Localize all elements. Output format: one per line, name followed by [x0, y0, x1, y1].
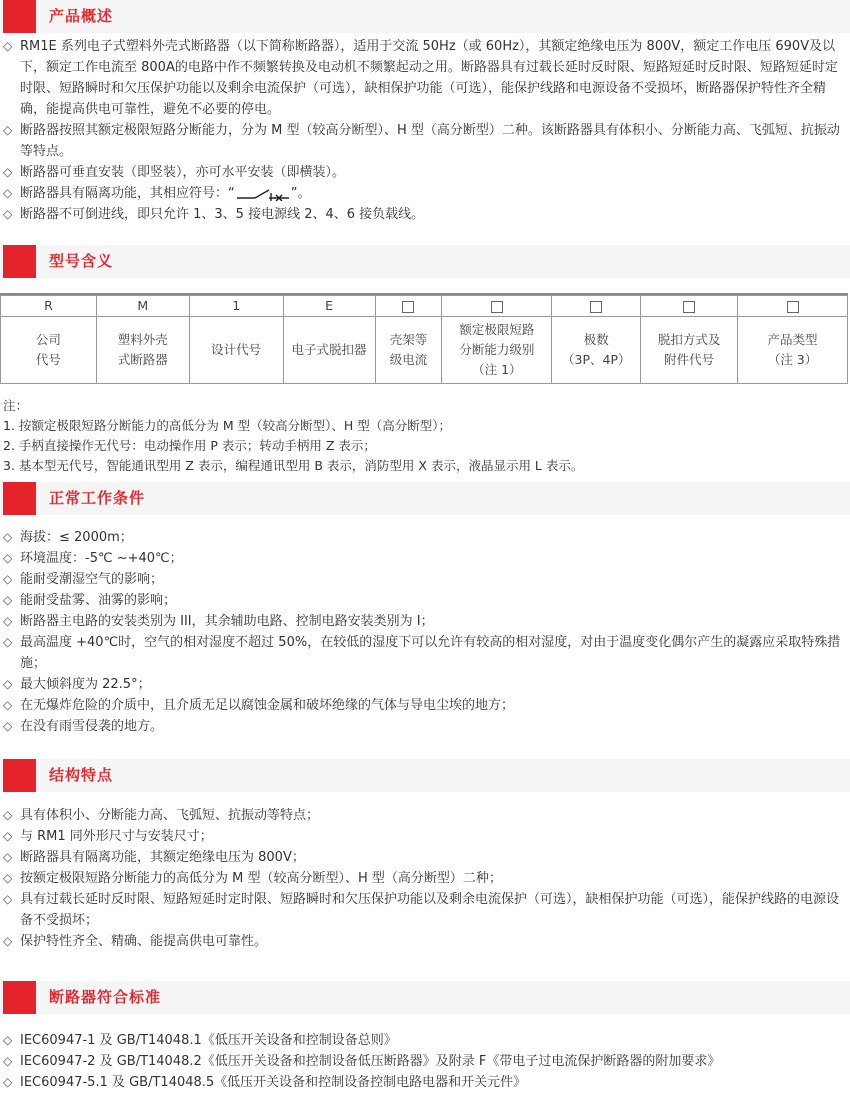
code-cell: 1 — [189, 296, 283, 317]
diamond-icon: ◇ — [3, 850, 13, 864]
list-item: ◇ 断路器不可倒进线，即只允许 1、3、5 接电源线 2、4、6 接负载线。 — [0, 204, 848, 225]
label-cell: 脱扣方式及 附件代号 — [641, 317, 738, 384]
placeholder-box-icon — [402, 301, 414, 313]
list-item: ◇ 最高温度 +40℃时，空气的相对湿度不超过 50%，在较低的湿度下可以允许有较高的相对湿度，对由于温度变化偶尔产生的凝露应采取特殊措施； — [0, 632, 848, 674]
list-item: ◇ 海拔：≤ 2000m； — [0, 527, 848, 548]
standards-list — [0, 1030, 848, 1093]
section-title: 型号含义 — [49, 252, 114, 270]
list-item: ◇ IEC60947-5.1 及 GB/T14048.5《低压开关设备和控制设备控制电路电器和开关元件》 — [0, 1072, 848, 1093]
diamond-icon: ◇ — [3, 1033, 13, 1047]
diamond-icon: ◇ — [3, 207, 13, 221]
diamond-icon: ◇ — [3, 719, 13, 733]
section-header-structure — [0, 759, 850, 792]
placeholder-box-icon — [787, 301, 799, 313]
code-cell — [375, 296, 442, 317]
diamond-icon: ◇ — [3, 871, 13, 885]
note-line: 1. 按额定极限短路分断能力的高低分为 M 型（较高分断型）、H 型（高分断型）； — [3, 418, 452, 433]
list-item: ◇ 在无爆炸危险的介质中，且介质无足以腐蚀金属和破坏绝缘的气体与导电尘埃的地方； — [0, 695, 848, 716]
code-cell — [641, 296, 738, 317]
label-cell: 设计代号 — [189, 317, 283, 384]
model-notes — [3, 396, 583, 476]
label-cell: 壳架等 级电流 — [375, 317, 442, 384]
diamond-icon: ◇ — [3, 593, 13, 607]
label-cell: 塑料外壳 式断路器 — [96, 317, 189, 384]
section-title: 断路器符合标准 — [49, 988, 162, 1006]
list-item: ◇ 具有过载长延时反时限、短路短延时定时限、短路瞬时和欠压保护功能以及剩余电流保护（可选），缺相保护功能（可选），能保护线路的电源设备不受损坏； — [0, 889, 848, 931]
diamond-icon: ◇ — [3, 892, 13, 906]
diamond-icon: ◇ — [3, 1054, 13, 1068]
structure-list — [0, 805, 848, 952]
diamond-icon: ◇ — [3, 808, 13, 822]
placeholder-box-icon — [491, 301, 503, 313]
table-row — [1, 317, 848, 384]
code-cell — [738, 296, 848, 317]
diamond-icon: ◇ — [3, 1075, 13, 1089]
code-cell: E — [283, 296, 375, 317]
section-marker — [3, 245, 36, 278]
section-title: 正常工作条件 — [49, 489, 146, 507]
list-item: ◇ 断路器主电路的安装类别为 III，其余辅助电路、控制电路安装类别为 I； — [0, 611, 848, 632]
section-marker — [3, 759, 36, 792]
label-cell: 公司 代号 — [1, 317, 97, 384]
list-item: ◇ 最大倾斜度为 22.5°； — [0, 674, 848, 695]
section-title: 产品概述 — [49, 7, 114, 25]
diamond-icon: ◇ — [3, 39, 13, 53]
section-header-conditions — [0, 482, 850, 515]
note-line: 3. 基本型无代号，智能通讯型用 Z 表示，编程通讯型用 B 表示，消防型用 X 表示，液晶显示用 L 表示。 — [3, 458, 584, 473]
code-cell — [442, 296, 552, 317]
diamond-icon: ◇ — [3, 165, 13, 179]
placeholder-box-icon — [590, 301, 602, 313]
list-item: ◇ 与 RM1 同外形尺寸与安装尺寸； — [0, 826, 848, 847]
code-cell: R — [1, 296, 97, 317]
diamond-icon: ◇ — [3, 677, 13, 691]
code-cell: M — [96, 296, 189, 317]
list-item: ◇ RM1E 系列电子式塑料外壳式断路器（以下简称断路器），适用于交流 50Hz（或 60Hz），其额定绝缘电压为 800V，额定工作电压 690V及以下，额定工作电流至 800A的电路中作不频繁转换及电动机不频繁起动之用。断路器具有过载长延时反时限、短路短延时反时限、短路短延时定时限、短路瞬时和欠压保护功能以及剩余电流保护（可选），缺相保护功能（可选），能保护线路和电源设备不受损坏，断路器保护特性齐全精确，能提高供电可靠性，避免不必要的停电。 — [0, 36, 848, 120]
list-item: ◇ 具有体积小、分断能力高、飞弧短、抗振动等特点； — [0, 805, 848, 826]
list-item: ◇ 在没有雨雪侵袭的地方。 — [0, 716, 848, 737]
note-line: 2. 手柄直接操作无代号：电动操作用 P 表示；转动手柄用 Z 表示； — [3, 438, 376, 453]
label-cell: 额定极限短路 分断能力级别 （注 1） — [442, 317, 552, 384]
table-row — [1, 296, 848, 317]
list-item: ◇ IEC60947-1 及 GB/T14048.1《低压开关设备和控制设备总则》 — [0, 1030, 848, 1051]
section-header-standards — [0, 981, 850, 1014]
overview-list — [0, 36, 848, 225]
diamond-icon: ◇ — [3, 698, 13, 712]
isolator-symbol-icon — [235, 187, 291, 201]
conditions-list — [0, 527, 848, 737]
list-item: ◇ 保护特性齐全、精确、能提高供电可靠性。 — [0, 931, 848, 952]
section-header-model — [0, 245, 850, 278]
model-code-table — [0, 295, 848, 384]
section-title: 结构特点 — [49, 766, 114, 784]
label-cell: 极数 （3P、4P） — [552, 317, 641, 384]
section-header-overview — [0, 0, 850, 33]
label-cell: 产品类型 （注 3） — [738, 317, 848, 384]
list-item: ◇ IEC60947-2 及 GB/T14048.2《低压开关设备和控制设备低压断路器》及附录 F《带电子过电流保护断路器的附加要求》 — [0, 1051, 848, 1072]
list-item: ◇ 环境温度：-5℃ ~+40℃； — [0, 548, 848, 569]
section-marker — [3, 981, 36, 1014]
diamond-icon: ◇ — [3, 551, 13, 565]
list-item: ◇ 断路器按照其额定极限短路分断能力，分为 M 型（较高分断型）、H 型（高分断型）二种。该断路器具有体积小、分断能力高、飞弧短、抗振动等特点。 — [0, 120, 848, 162]
diamond-icon: ◇ — [3, 829, 13, 843]
diamond-icon: ◇ — [3, 635, 13, 649]
diamond-icon: ◇ — [3, 186, 13, 200]
list-item: ◇ 断路器具有隔离功能，其额定绝缘电压为 800V； — [0, 847, 848, 868]
section-marker — [3, 482, 36, 515]
diamond-icon: ◇ — [3, 123, 13, 137]
list-item: ◇ 断路器具有隔离功能，其相应符号：“ ”。 — [0, 183, 848, 204]
placeholder-box-icon — [683, 301, 695, 313]
note-line: 注： — [3, 398, 29, 413]
diamond-icon: ◇ — [3, 572, 13, 586]
list-item: ◇ 按额定极限短路分断能力的高低分为 M 型（较高分断型）、H 型（高分断型）二种； — [0, 868, 848, 889]
diamond-icon: ◇ — [3, 614, 13, 628]
list-item: ◇ 能耐受盐雾、油雾的影响； — [0, 590, 848, 611]
list-item: ◇ 能耐受潮湿空气的影响； — [0, 569, 848, 590]
diamond-icon: ◇ — [3, 530, 13, 544]
label-cell: 电子式脱扣器 — [283, 317, 375, 384]
diamond-icon: ◇ — [3, 934, 13, 948]
list-item: ◇ 断路器可垂直安装（即竖装），亦可水平安装（即横装）。 — [0, 162, 848, 183]
section-marker — [3, 0, 36, 33]
code-cell — [552, 296, 641, 317]
